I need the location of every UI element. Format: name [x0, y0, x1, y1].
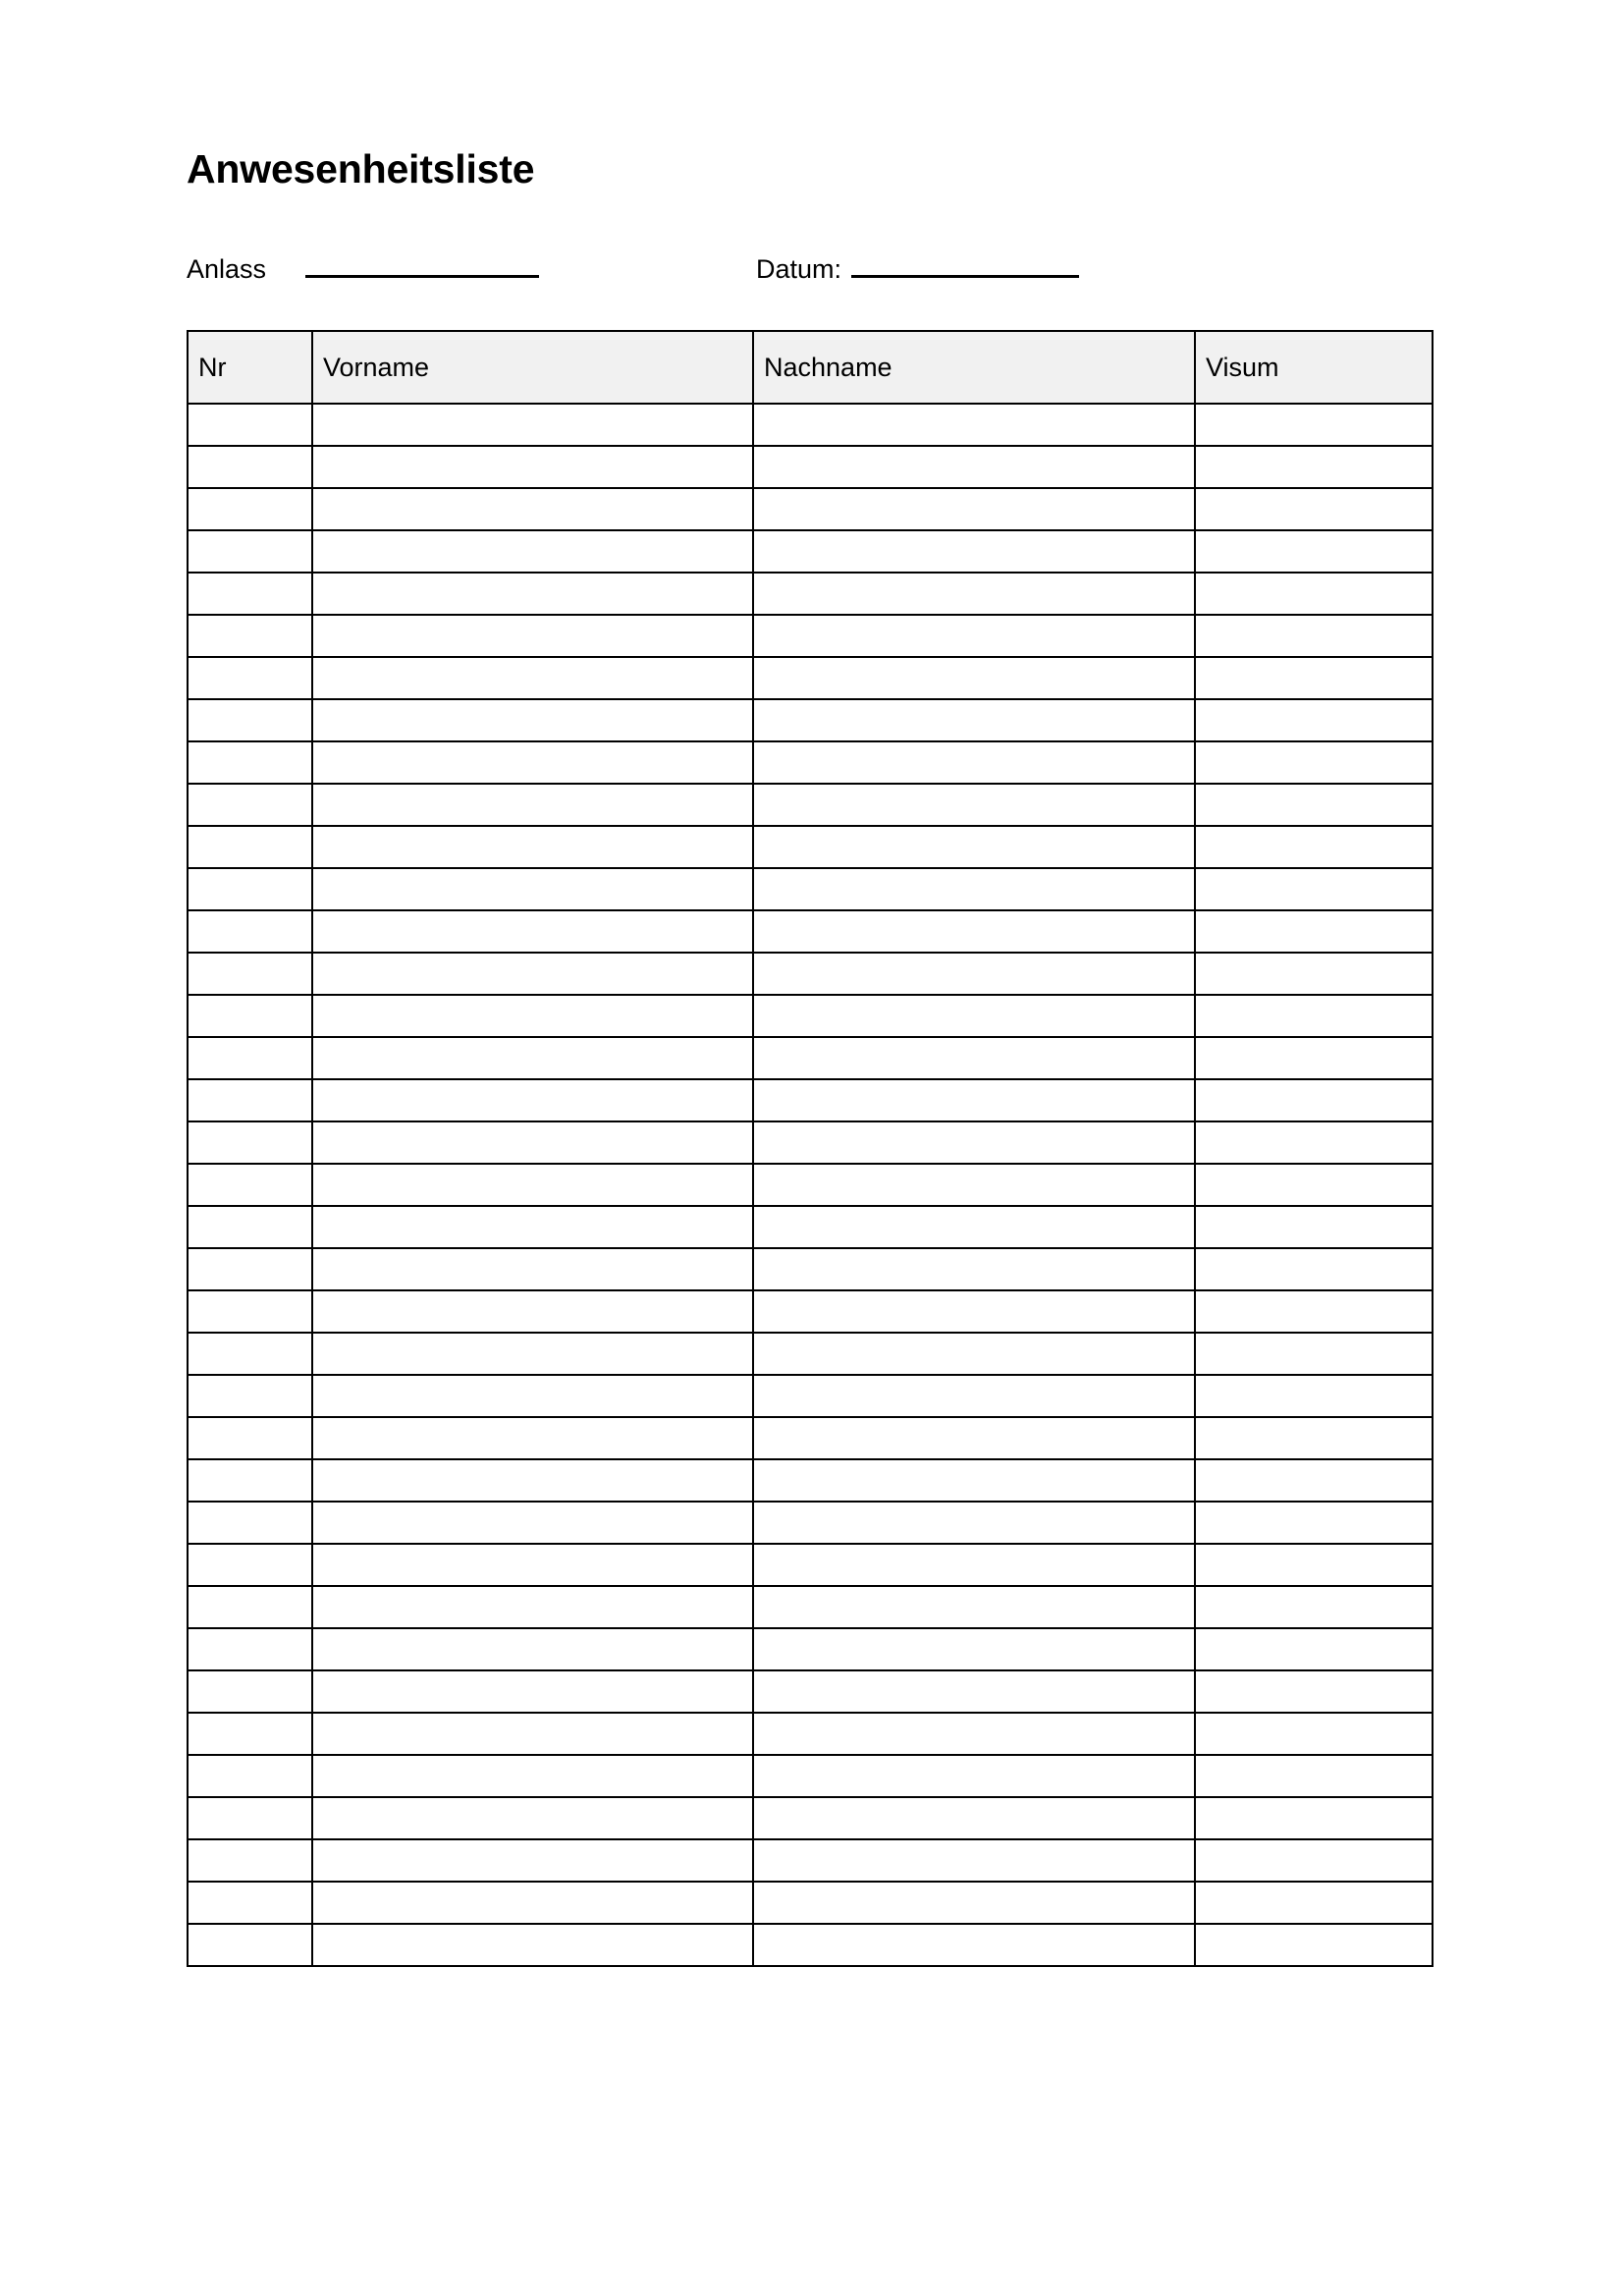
table-cell-visum[interactable] — [1195, 1839, 1433, 1882]
table-cell-nr[interactable] — [188, 910, 312, 953]
table-cell-vorname[interactable] — [312, 1375, 753, 1417]
table-cell-visum[interactable] — [1195, 1375, 1433, 1417]
table-cell-visum[interactable] — [1195, 910, 1433, 953]
table-cell-vorname[interactable] — [312, 1713, 753, 1755]
table-cell-vorname[interactable] — [312, 1628, 753, 1670]
table-cell-nr[interactable] — [188, 1755, 312, 1797]
table-cell-vorname[interactable] — [312, 1164, 753, 1206]
table-row — [188, 1882, 1433, 1924]
table-cell-nr[interactable] — [188, 1839, 312, 1882]
table-cell-vorname[interactable] — [312, 826, 753, 868]
table-cell-nr[interactable] — [188, 1290, 312, 1333]
table-cell-vorname[interactable] — [312, 1670, 753, 1713]
table-cell-nachname[interactable] — [753, 1502, 1195, 1544]
table-cell-vorname[interactable] — [312, 1839, 753, 1882]
table-row — [188, 1164, 1433, 1206]
table-cell-nachname[interactable] — [753, 1544, 1195, 1586]
table-cell-visum[interactable] — [1195, 573, 1433, 615]
table-row — [188, 826, 1433, 868]
table-row — [188, 1459, 1433, 1502]
table-cell-visum[interactable] — [1195, 1670, 1433, 1713]
column-header-visum: Visum — [1195, 331, 1433, 404]
table-cell-vorname[interactable] — [312, 657, 753, 699]
table-cell-nr[interactable] — [188, 1037, 312, 1079]
table-cell-vorname[interactable] — [312, 1502, 753, 1544]
table-cell-nachname[interactable] — [753, 995, 1195, 1037]
table-cell-vorname[interactable] — [312, 573, 753, 615]
table-cell-vorname[interactable] — [312, 530, 753, 573]
table-row — [188, 1713, 1433, 1755]
table-cell-nachname[interactable] — [753, 1882, 1195, 1924]
table-cell-nachname[interactable] — [753, 404, 1195, 446]
table-cell-vorname[interactable] — [312, 995, 753, 1037]
table-cell-visum[interactable] — [1195, 1586, 1433, 1628]
table-cell-nachname[interactable] — [753, 573, 1195, 615]
date-input[interactable] — [851, 253, 1079, 278]
table-header — [188, 331, 1433, 404]
table-row — [188, 615, 1433, 657]
table-cell-nr[interactable] — [188, 1713, 312, 1755]
table-cell-nr[interactable] — [188, 953, 312, 995]
table-cell-nachname[interactable] — [753, 741, 1195, 784]
table-cell-visum[interactable] — [1195, 1037, 1433, 1079]
table-row — [188, 699, 1433, 741]
table-cell-nr[interactable] — [188, 1628, 312, 1670]
table-cell-vorname[interactable] — [312, 446, 753, 488]
table-cell-visum[interactable] — [1195, 1924, 1433, 1966]
table-cell-nr[interactable] — [188, 1882, 312, 1924]
table-row — [188, 1079, 1433, 1121]
table-row — [188, 741, 1433, 784]
table-cell-nachname[interactable] — [753, 1206, 1195, 1248]
table-cell-nr[interactable] — [188, 826, 312, 868]
table-row — [188, 868, 1433, 910]
table-row — [188, 953, 1433, 995]
table-cell-nachname[interactable] — [753, 1628, 1195, 1670]
table-cell-nr[interactable] — [188, 1375, 312, 1417]
table-cell-vorname[interactable] — [312, 1797, 753, 1839]
table-cell-vorname[interactable] — [312, 1417, 753, 1459]
table-cell-nr[interactable] — [188, 573, 312, 615]
table-cell-visum[interactable] — [1195, 1079, 1433, 1121]
table-cell-nachname[interactable] — [753, 1037, 1195, 1079]
table-cell-visum[interactable] — [1195, 1417, 1433, 1459]
table-cell-vorname[interactable] — [312, 741, 753, 784]
table-cell-nr[interactable] — [188, 699, 312, 741]
table-cell-visum[interactable] — [1195, 741, 1433, 784]
table-row — [188, 1544, 1433, 1586]
table-cell-vorname[interactable] — [312, 1206, 753, 1248]
table-cell-vorname[interactable] — [312, 1248, 753, 1290]
table-cell-nr[interactable] — [188, 1079, 312, 1121]
table-cell-visum[interactable] — [1195, 1333, 1433, 1375]
table-cell-vorname[interactable] — [312, 1079, 753, 1121]
table-cell-nr[interactable] — [188, 1459, 312, 1502]
table-cell-nachname[interactable] — [753, 1079, 1195, 1121]
table-cell-visum[interactable] — [1195, 1121, 1433, 1164]
table-row — [188, 1206, 1433, 1248]
occasion-input[interactable] — [305, 253, 539, 278]
table-cell-visum[interactable] — [1195, 953, 1433, 995]
table-row — [188, 657, 1433, 699]
table-cell-nachname[interactable] — [753, 1459, 1195, 1502]
table-cell-nachname[interactable] — [753, 657, 1195, 699]
table-cell-nachname[interactable] — [753, 1755, 1195, 1797]
table-cell-visum[interactable] — [1195, 784, 1433, 826]
page-title: Anwesenheitsliste — [187, 146, 535, 191]
table-row — [188, 530, 1433, 573]
table-row — [188, 1121, 1433, 1164]
table-row — [188, 1797, 1433, 1839]
table-row — [188, 1924, 1433, 1966]
table-cell-nr[interactable] — [188, 1417, 312, 1459]
table-cell-nachname[interactable] — [753, 1713, 1195, 1755]
table-cell-vorname[interactable] — [312, 1544, 753, 1586]
table-cell-nachname[interactable] — [753, 1670, 1195, 1713]
table-cell-nachname[interactable] — [753, 488, 1195, 530]
table-cell-visum[interactable] — [1195, 1713, 1433, 1755]
table-cell-nachname[interactable] — [753, 953, 1195, 995]
table-cell-visum[interactable] — [1195, 446, 1433, 488]
table-row — [188, 1417, 1433, 1459]
table-row — [188, 573, 1433, 615]
column-header-nr: Nr — [188, 331, 312, 404]
table-row — [188, 1248, 1433, 1290]
table-cell-vorname[interactable] — [312, 699, 753, 741]
table-cell-nr[interactable] — [188, 868, 312, 910]
table-row — [188, 995, 1433, 1037]
table-cell-vorname[interactable] — [312, 1924, 753, 1966]
table-cell-nachname[interactable] — [753, 1290, 1195, 1333]
table-cell-vorname[interactable] — [312, 1290, 753, 1333]
table-row — [188, 1586, 1433, 1628]
table-cell-vorname[interactable] — [312, 1037, 753, 1079]
table-cell-nr[interactable] — [188, 1670, 312, 1713]
table-cell-visum[interactable] — [1195, 1755, 1433, 1797]
attendance-table — [187, 330, 1434, 1967]
table-cell-nachname[interactable] — [753, 1797, 1195, 1839]
table-row — [188, 1333, 1433, 1375]
table-cell-nr[interactable] — [188, 530, 312, 573]
occasion-label: Anlass — [187, 254, 267, 284]
table-cell-visum[interactable] — [1195, 615, 1433, 657]
table-cell-nr[interactable] — [188, 657, 312, 699]
table-cell-nachname[interactable] — [753, 1586, 1195, 1628]
table-cell-nr[interactable] — [188, 1333, 312, 1375]
table-cell-vorname[interactable] — [312, 615, 753, 657]
table-cell-nr[interactable] — [188, 741, 312, 784]
table-cell-nr[interactable] — [188, 1924, 312, 1966]
table-cell-visum[interactable] — [1195, 530, 1433, 573]
table-cell-nr[interactable] — [188, 784, 312, 826]
table-cell-nachname[interactable] — [753, 826, 1195, 868]
table-cell-nr[interactable] — [188, 1502, 312, 1544]
table-cell-visum[interactable] — [1195, 1797, 1433, 1839]
table-cell-vorname[interactable] — [312, 1333, 753, 1375]
table-cell-visum[interactable] — [1195, 1628, 1433, 1670]
table-cell-vorname[interactable] — [312, 1882, 753, 1924]
table-cell-nr[interactable] — [188, 404, 312, 446]
table-cell-nachname[interactable] — [753, 1333, 1195, 1375]
table-row — [188, 404, 1433, 446]
table-row — [188, 1502, 1433, 1544]
table-cell-vorname[interactable] — [312, 488, 753, 530]
table-row — [188, 1755, 1433, 1797]
table-cell-visum[interactable] — [1195, 1544, 1433, 1586]
table-cell-visum[interactable] — [1195, 1164, 1433, 1206]
table-cell-visum[interactable] — [1195, 1882, 1433, 1924]
table-cell-nachname[interactable] — [753, 699, 1195, 741]
table-cell-nachname[interactable] — [753, 1839, 1195, 1882]
table-cell-visum[interactable] — [1195, 1206, 1433, 1248]
table-row — [188, 1839, 1433, 1882]
table-cell-visum[interactable] — [1195, 488, 1433, 530]
table-cell-nr[interactable] — [188, 1248, 312, 1290]
table-cell-vorname[interactable] — [312, 404, 753, 446]
column-header-vorname: Vorname — [312, 331, 753, 404]
table-cell-vorname[interactable] — [312, 1121, 753, 1164]
table-cell-nr[interactable] — [188, 615, 312, 657]
table-cell-nachname[interactable] — [753, 868, 1195, 910]
table-cell-nachname[interactable] — [753, 1248, 1195, 1290]
table-cell-vorname[interactable] — [312, 953, 753, 995]
table-cell-nachname[interactable] — [753, 1121, 1195, 1164]
table-cell-nr[interactable] — [188, 1797, 312, 1839]
table-row — [188, 1290, 1433, 1333]
table-cell-nr[interactable] — [188, 1544, 312, 1586]
table-cell-vorname[interactable] — [312, 1755, 753, 1797]
table-cell-nachname[interactable] — [753, 1417, 1195, 1459]
table-cell-visum[interactable] — [1195, 868, 1433, 910]
table-cell-visum[interactable] — [1195, 1290, 1433, 1333]
table-row — [188, 446, 1433, 488]
table-row — [188, 784, 1433, 826]
table-cell-visum[interactable] — [1195, 1248, 1433, 1290]
table-cell-vorname[interactable] — [312, 910, 753, 953]
table-cell-vorname[interactable] — [312, 868, 753, 910]
table-cell-nr[interactable] — [188, 1121, 312, 1164]
table-cell-vorname[interactable] — [312, 784, 753, 826]
table-cell-visum[interactable] — [1195, 1459, 1433, 1502]
table-cell-nr[interactable] — [188, 1586, 312, 1628]
table-cell-nr[interactable] — [188, 446, 312, 488]
table-cell-visum[interactable] — [1195, 995, 1433, 1037]
table-cell-nachname[interactable] — [753, 910, 1195, 953]
table-body — [188, 404, 1433, 1966]
table-row — [188, 1037, 1433, 1079]
table-header-row — [188, 331, 1433, 404]
table-cell-nachname[interactable] — [753, 1375, 1195, 1417]
table-row — [188, 1670, 1433, 1713]
table-row — [188, 910, 1433, 953]
table-cell-vorname[interactable] — [312, 1459, 753, 1502]
table-cell-nachname[interactable] — [753, 446, 1195, 488]
table-row — [188, 1375, 1433, 1417]
table-cell-visum[interactable] — [1195, 826, 1433, 868]
table-cell-visum[interactable] — [1195, 699, 1433, 741]
table-row — [188, 488, 1433, 530]
table-cell-nachname[interactable] — [753, 615, 1195, 657]
table-cell-nachname[interactable] — [753, 784, 1195, 826]
table-cell-nr[interactable] — [188, 488, 312, 530]
date-field-group — [756, 253, 1079, 283]
table-cell-nachname[interactable] — [753, 1924, 1195, 1966]
table-cell-nachname[interactable] — [753, 1164, 1195, 1206]
table-cell-nachname[interactable] — [753, 530, 1195, 573]
table-cell-nr[interactable] — [188, 1206, 312, 1248]
occasion-field-group — [187, 253, 539, 283]
table-cell-nr[interactable] — [188, 1164, 312, 1206]
table-cell-visum[interactable] — [1195, 657, 1433, 699]
meta-fields-row — [187, 253, 1432, 293]
table-cell-visum[interactable] — [1195, 1502, 1433, 1544]
table-cell-visum[interactable] — [1195, 404, 1433, 446]
date-label: Datum: — [756, 254, 842, 284]
column-header-nachname: Nachname — [753, 331, 1195, 404]
table-cell-vorname[interactable] — [312, 1586, 753, 1628]
table-row — [188, 1628, 1433, 1670]
table-cell-nr[interactable] — [188, 995, 312, 1037]
